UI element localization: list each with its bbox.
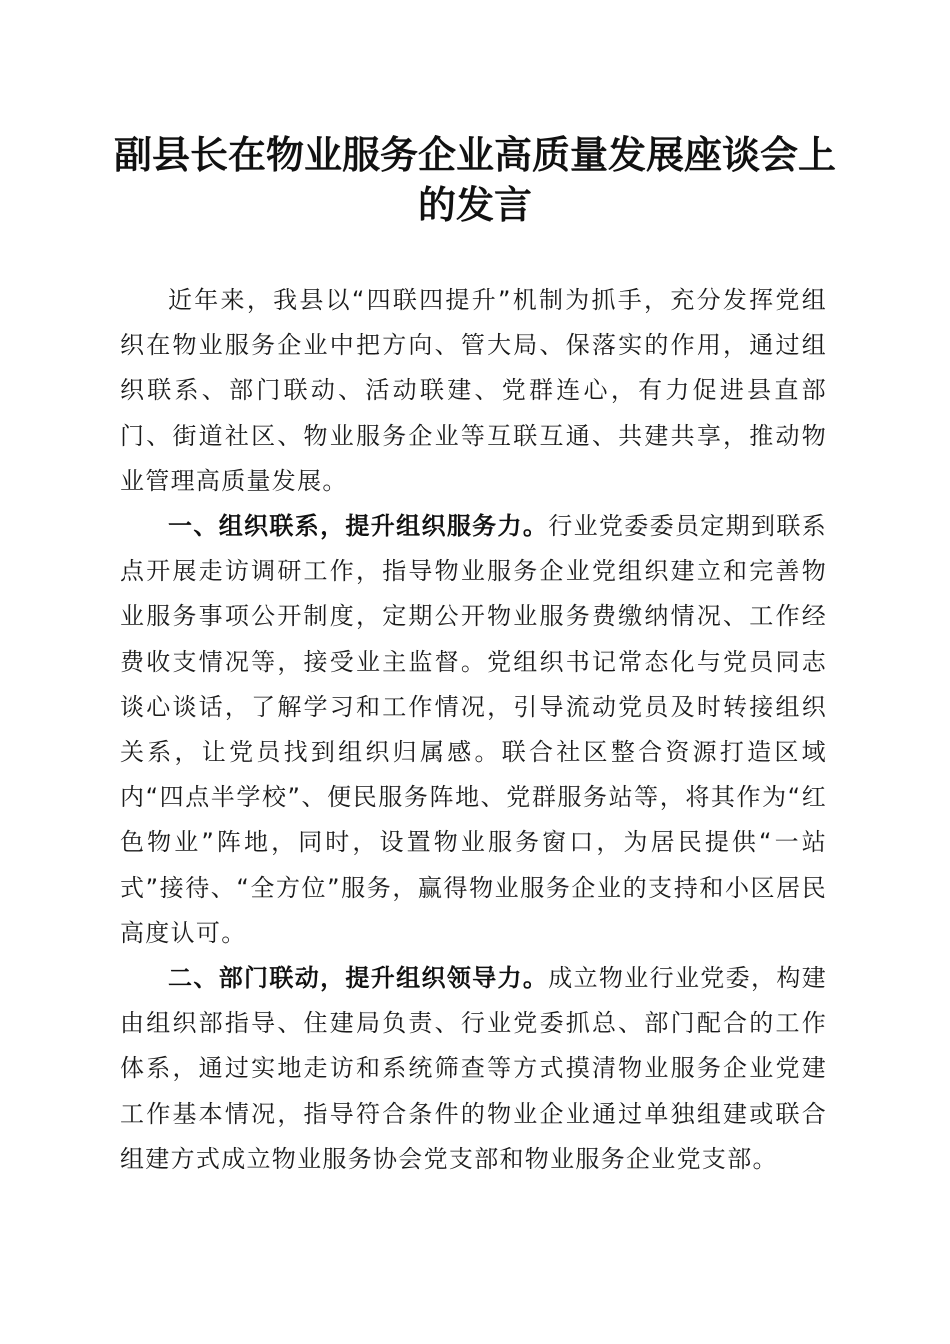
section-heading: 一、组织联系，提升组织服务力。 — [168, 512, 549, 541]
paragraph-text: 成立物业行业党委，构建由组织部指导、住建局负责、行业党委抓总、部门配合的工作体系，通过实地走访和系统筛查等方式摸清物业服务企业党建工作基本情况，指导符合条件的物业企业通过单独组建或联合组建方式成立物业服务协会党支部和物业服务企业党支部。 — [120, 964, 827, 1173]
section-two-paragraph — [120, 956, 827, 1182]
paragraph-text: 近年来，我县以“四联四提升”机制为抓手，充分发挥党组织在物业服务企业中把方向、管大局、保落实的作用，通过组织联系、部门联动、活动联建、党群连心，有力促进县直部门、街道社区、物业服务企业等互联互通、共建共享，推动物业管理高质量发展。 — [120, 286, 827, 495]
section-heading: 二、部门联动，提升组织领导力。 — [168, 964, 549, 993]
intro-paragraph — [120, 278, 827, 504]
document-body — [120, 278, 827, 1182]
paragraph-text: 行业党委委员定期到联系点开展走访调研工作，指导物业服务企业党组织建立和完善物业服务事项公开制度，定期公开物业服务费缴纳情况、工作经费收支情况等，接受业主监督。党组织书记常态化与党员同志谈心谈话，了解学习和工作情况，引导流动党员及时转接组织关系，让党员找到组织归属感。联合社区整合资源打造区域内“四点半学校”、便民服务阵地、党群服务站等，将其作为“红色物业”阵地，同时，设置物业服务窗口，为居民提供“一站式”接待、“全方位”服务，赢得物业服务企业的支持和小区居民高度认可。 — [120, 512, 827, 947]
section-one-paragraph — [120, 504, 827, 956]
document-title: 副县长在物业服务企业高质量发展座谈会上的发言 — [113, 132, 836, 227]
